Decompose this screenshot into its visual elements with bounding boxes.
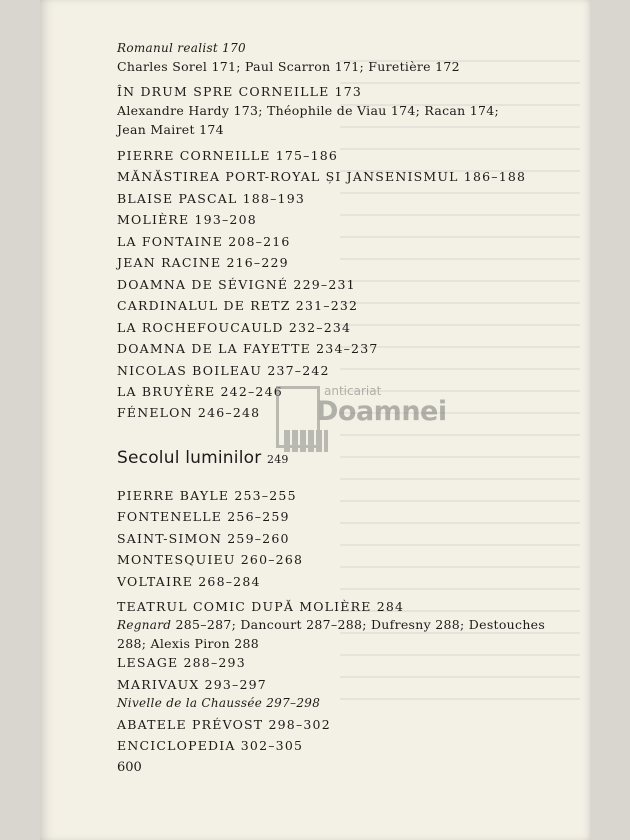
index-entry: Alexandre Hardy 173; Théophile de Viau 174; Racan 174;	[117, 103, 500, 118]
index-entry: LA FONTAINE 208–216	[117, 234, 291, 249]
index-entry: LA ROCHEFOUCAULD 232–234	[117, 320, 352, 335]
index-entry: MĂNĂSTIREA PORT-ROYAL ȘI JANSENISMUL 186–188	[117, 169, 527, 184]
index-entry-lead: Regnard	[117, 618, 172, 632]
index-entry	[117, 617, 545, 632]
index-entry: CARDINALUL DE RETZ 231–232	[117, 298, 359, 313]
book-page	[40, 0, 590, 840]
page-number: 600	[117, 760, 142, 775]
index-entry: SAINT-SIMON 259–260	[117, 531, 290, 546]
index-entry: NICOLAS BOILEAU 237–242	[117, 363, 330, 378]
index-entry: JEAN RACINE 216–229	[117, 255, 289, 270]
index-entry: Charles Sorel 171; Paul Scarron 171; Furetière 172	[117, 59, 460, 74]
index-entry: ÎN DRUM SPRE CORNEILLE 173	[117, 84, 363, 99]
index-entry: ABATELE PRÉVOST 298–302	[117, 717, 331, 732]
index-entry: LESAGE 288–293	[117, 655, 246, 670]
index-entry: Nivelle de la Chaussée 297–298	[117, 696, 321, 710]
index-entry: BLAISE PASCAL 188–193	[117, 191, 305, 206]
index-entry: TEATRUL COMIC DUPĂ MOLIÈRE 284	[117, 599, 405, 614]
index-entry: ENCICLOPEDIA 302–305	[117, 738, 304, 753]
index-entry: MONTESQUIEU 260–268	[117, 552, 304, 567]
index-entry: PIERRE BAYLE 253–255	[117, 488, 297, 503]
index-entry: MARIVAUX 293–297	[117, 677, 267, 692]
watermark-logo	[276, 382, 447, 462]
section-title-text: Secolul luminilor	[117, 448, 262, 468]
index-entry: LA BRUYÈRE 242–246	[117, 384, 283, 399]
section-heading	[117, 448, 289, 468]
index-entry-rest: 285–287; Dancourt 287–288; Dufresny 288; Destouches	[171, 617, 546, 632]
index-entry: PIERRE CORNEILLE 175–186	[117, 148, 339, 163]
index-entry: Jean Mairet 174	[117, 122, 224, 137]
section-page: 249	[267, 453, 289, 466]
watermark-big-text: Doamnei	[316, 396, 447, 427]
index-entry: FONTENELLE 256–259	[117, 509, 290, 524]
watermark-small-text: anticariat	[324, 384, 382, 398]
index-entry: MOLIÈRE 193–208	[117, 212, 257, 227]
index-entry: FÉNELON 246–248	[117, 405, 261, 420]
index-entry: DOAMNA DE LA FAYETTE 234–237	[117, 341, 379, 356]
index-entry: 288; Alexis Piron 288	[117, 636, 259, 651]
books-icon	[284, 430, 328, 452]
index-entry: VOLTAIRE 268–284	[117, 574, 261, 589]
index-entry: DOAMNA DE SÉVIGNÉ 229–231	[117, 277, 356, 292]
index-entry: Romanul realist 170	[117, 41, 246, 55]
